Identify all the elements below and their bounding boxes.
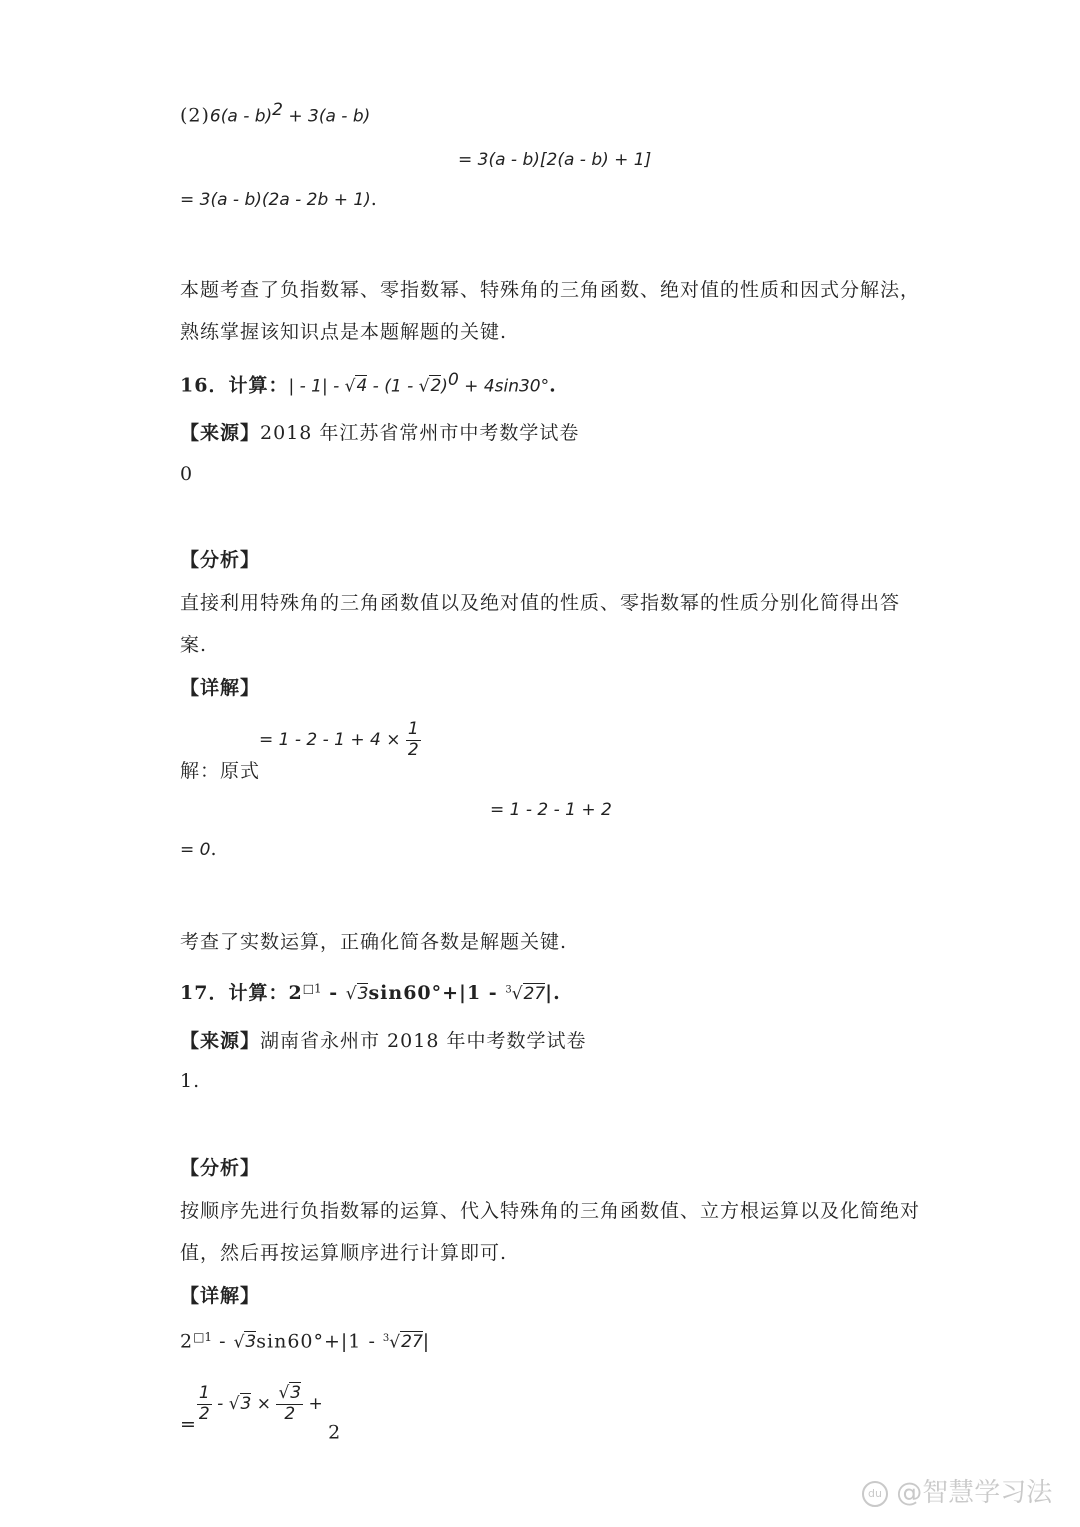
q16-expr-part-a: | - 1| - [288,376,345,397]
q17-restate-exponent: □1 [193,1330,213,1344]
q15-step3-period: . [370,188,378,210]
q17-frac2-num [276,1384,303,1405]
q17-last-sqrt-sign: √ [228,1394,240,1415]
q16-exponent: 0 [447,370,459,390]
q17-analysis-line2: 值，然后再按运算顺序进行计算即可. [180,1242,508,1264]
q17-restate-minus: - [212,1330,234,1353]
q17-frac2-sqrt-sign: √ [278,1383,290,1403]
q16-sqrt-sign-2: √ [418,376,430,397]
q17-minus: - [321,982,346,1004]
q17-restated-expression [180,1330,430,1352]
q15-expr-exponent: 2 [272,100,283,120]
watermark [862,1472,1052,1509]
q17-source-label: 【来源】 [180,1030,261,1052]
q15-step2: = 3(a - b)[2(a - b) + 1] [458,150,652,170]
q17-frac2-den: 2 [284,1403,296,1424]
q17-answer: 1. [180,1070,201,1092]
q17-expr-mid: sin60°+|1 - [368,982,506,1004]
q15-expr-main: 6(a - b) [209,106,273,127]
q16-source [180,418,579,445]
q17-source-text: 湖南省永州市 2018 年中考数学试卷 [260,1030,587,1052]
q16-sqrt2: 2 [430,376,442,397]
q17-restate-mid: sin60°+|1 - [256,1330,383,1353]
q17-restate-sqrt-sign: √ [233,1332,245,1353]
q17-expr-end: |. [545,982,561,1004]
q17-analysis-line1: 按顺序先进行负指数幂的运算、代入特殊角的三角函数值、立方根运算以及化简绝对 [180,1200,921,1222]
zhihu-logo-icon: du [862,1481,888,1507]
q17-restate-base: 2 [180,1330,194,1353]
q16-step3-period: . [210,838,218,860]
q16-frac-num: 1 [407,719,419,739]
q16-source-text: 2018 年江苏省常州市中考数学试卷 [260,422,580,444]
q16-solution-step3-line [180,838,218,860]
q15-comment-line1: 本题考查了负指数幂、零指数幂、特殊角的三角函数、绝对值的性质和因式分解法， [180,279,921,301]
q17-last-minus: - [211,1394,229,1415]
q16-detail-label: 【详解】 [180,677,261,699]
q16-expr-part-d: + 4sin30° [458,376,550,397]
q16-expr-part-c: ) [441,376,448,397]
q17-sqrt1: 3 [357,984,369,1004]
watermark-text: @智慧学习法 [896,1478,1053,1508]
q17-question [180,978,561,1005]
q15-expr-rest: + 3(a - b) [282,106,371,127]
q17-root-index: 3 [505,984,512,996]
q17-restate-sqrt1: 3 [245,1332,257,1353]
q17-detail-label: 【详解】 [180,1285,261,1307]
q16-expr-part-b: - (1 - [367,376,419,397]
q17-restate-sqrt2: 27 [401,1332,423,1353]
q16-number: 16．计算： [180,374,289,397]
q17-last-times: × [251,1394,277,1415]
q17-cbrt-sign: √ [511,984,523,1004]
q17-sqrt2: 27 [523,984,546,1004]
q17-last-frac2 [276,1384,303,1424]
q16-solution-prefix: 解：原式 [180,760,261,782]
q15-step3: = 3(a - b)(2a - 2b + 1) [180,190,371,210]
q16-solution-step1 [259,720,421,760]
q17-restate-cbrt-sign: √ [389,1332,401,1353]
q17-exponent: □1 [302,981,322,996]
q17-last-plus: + [303,1394,329,1415]
q16-analysis-label: 【分析】 [180,549,261,571]
q16-solution-step3: = 0 [180,840,211,860]
q17-last-tail: 2 [328,1421,342,1444]
q16-comment: 考查了实数运算，正确化简各数是解题关键. [180,931,568,953]
q15-part2-label: (2) [180,104,210,127]
q17-frac1-den: 2 [198,1403,210,1424]
q16-analysis-line1: 直接利用特殊角的三角函数值以及绝对值的性质、零指数幂的性质分别化简得出答 [180,592,901,614]
q16-source-label: 【来源】 [180,422,261,444]
q17-restate-end: | [422,1330,431,1353]
q17-last-frac1 [197,1384,212,1424]
q16-solution-step2: = 1 - 2 - 1 + 2 [490,800,612,820]
q16-sqrt-sign: √ [344,376,356,397]
q15-comment-line2: 熟练掌握该知识点是本题解题的关键. [180,321,508,343]
q17-number: 17．计算： [180,982,289,1004]
q17-last-sqrt: 3 [240,1394,252,1415]
q17-analysis-label: 【分析】 [180,1157,261,1179]
q17-restate-root-index: 3 [382,1333,390,1344]
q17-sqrt-sign: √ [345,984,357,1004]
q17-last-step [180,1384,341,1444]
q16-answer: 0 [180,463,194,485]
q15-part2-expression [180,100,370,126]
q17-frac2-num-sqrt: 3 [290,1383,302,1403]
q17-frac1-num: 1 [198,1383,210,1403]
q16-frac-den: 2 [407,739,419,760]
q17-last-equals: = [180,1413,197,1436]
q17-base: 2 [288,982,303,1004]
q16-period: . [549,374,557,397]
q16-question [180,370,557,397]
q17-source [180,1026,586,1053]
q16-step1-fraction [406,720,421,760]
q16-analysis-line2: 案. [180,634,208,656]
q16-sqrt1: 4 [356,376,368,397]
q16-step1-text: = 1 - 2 - 1 + 4 × [259,730,406,751]
q15-step3-line [180,188,378,210]
